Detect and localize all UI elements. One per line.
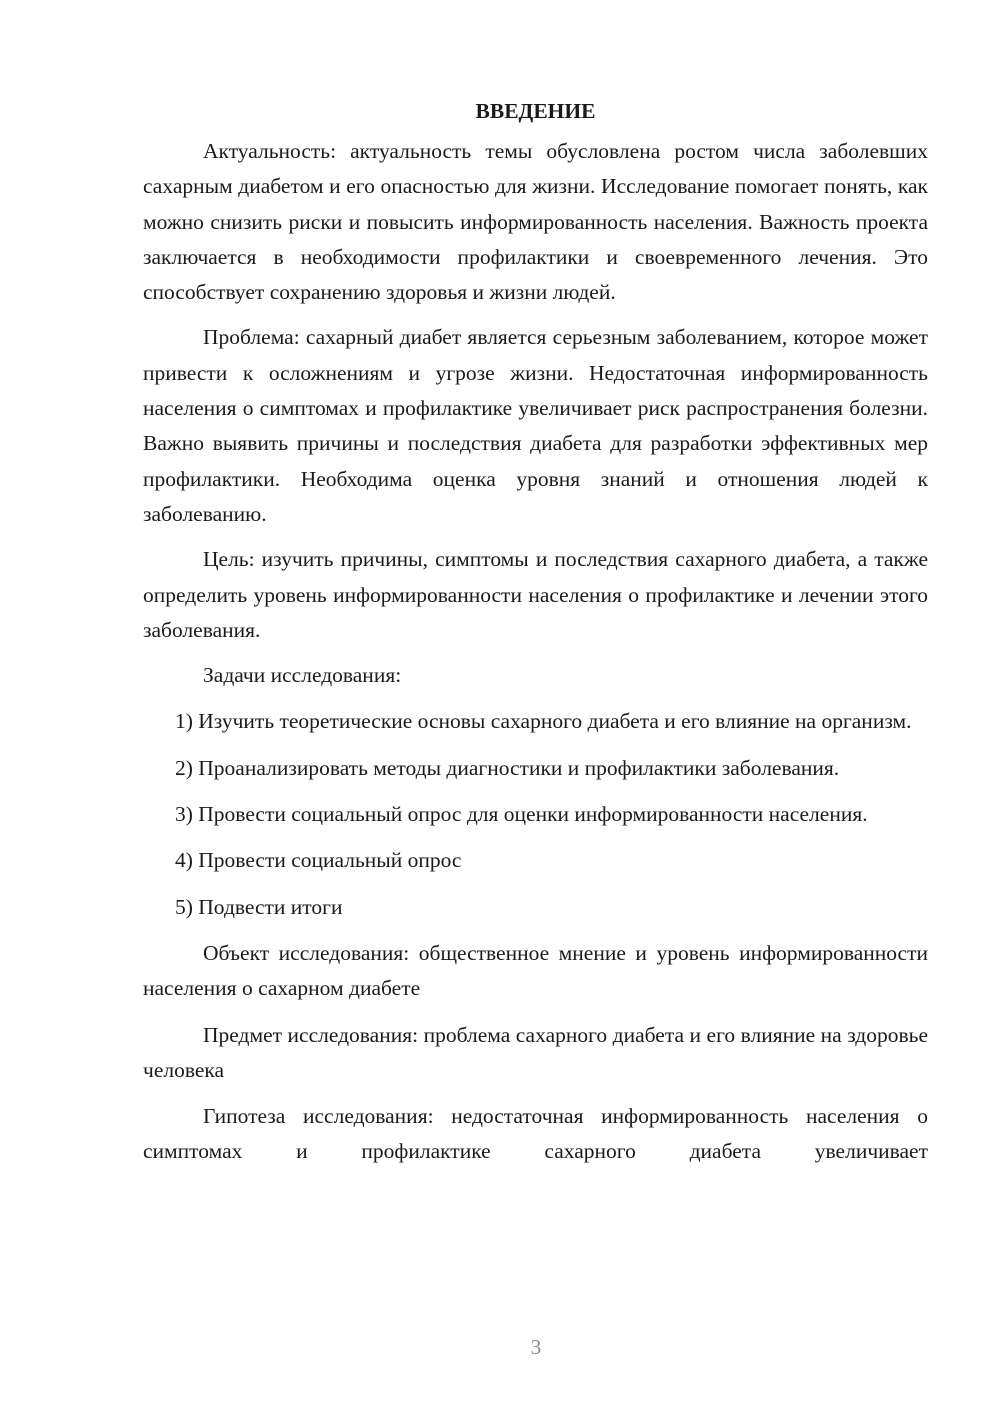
paragraph-object: Объект исследования: общественное мнение и уровень информированности населения о сахарном диабете [143,940,928,1001]
paragraph-hypothesis: Гипотеза исследования: недостаточная информированность населения о симптомах и профилактике сахарного диабета увеличивает [143,1104,928,1164]
paragraph-relevance: Актуальность: актуальность темы обусловлена ростом числа заболевших сахарным диабетом и его опасностью для жизни. Исследование помогает понять, как можно снизить риски и повысить информированность населения. Важность проекта заключается в необходимости профилактики и своевременного лечения. Это способствует сохранению здоровья и жизни людей. [143,139,928,305]
section-heading: ВВЕДЕНИЕ [475,99,596,123]
paragraph-problem: Проблема: сахарный диабет является серьезным заболеванием, которое может привести к осложнениям и угрозе жизни. Недостаточная информированность населения о симптомах и профилактике увеличивает риск распространения болезни. Важно выявить причины и последствия диабета для разработки эффективных мер профилактики. Необходима оценка уровня знаний и отношения людей к заболеванию. [143,325,928,526]
paragraph-goal: Цель: изучить причины, симптомы и последствия сахарного диабета, а также определить уровень информированности населения о профилактике и лечении этого заболевания. [143,547,928,642]
task-item-2: 2) Проанализировать методы диагностики и профилактики заболевания. [175,755,840,780]
task-item-4: 4) Провести социальный опрос [175,848,462,873]
page-body [143,94,928,1170]
task-item-5: 5) Подвести итоги [175,894,343,919]
page-number: 3 [530,1335,542,1359]
paragraph-subject: Предмет исследования: проблема сахарного диабета и его влияние на здоровье человека [143,1022,928,1082]
task-item-3: 3) Провести социальный опрос для оценки информированности населения. [175,802,868,827]
task-item-1: 1) Изучить теоретические основы сахарного диабета и его влияние на организм. [175,709,912,734]
tasks-heading: Задачи исследования: [203,663,402,688]
